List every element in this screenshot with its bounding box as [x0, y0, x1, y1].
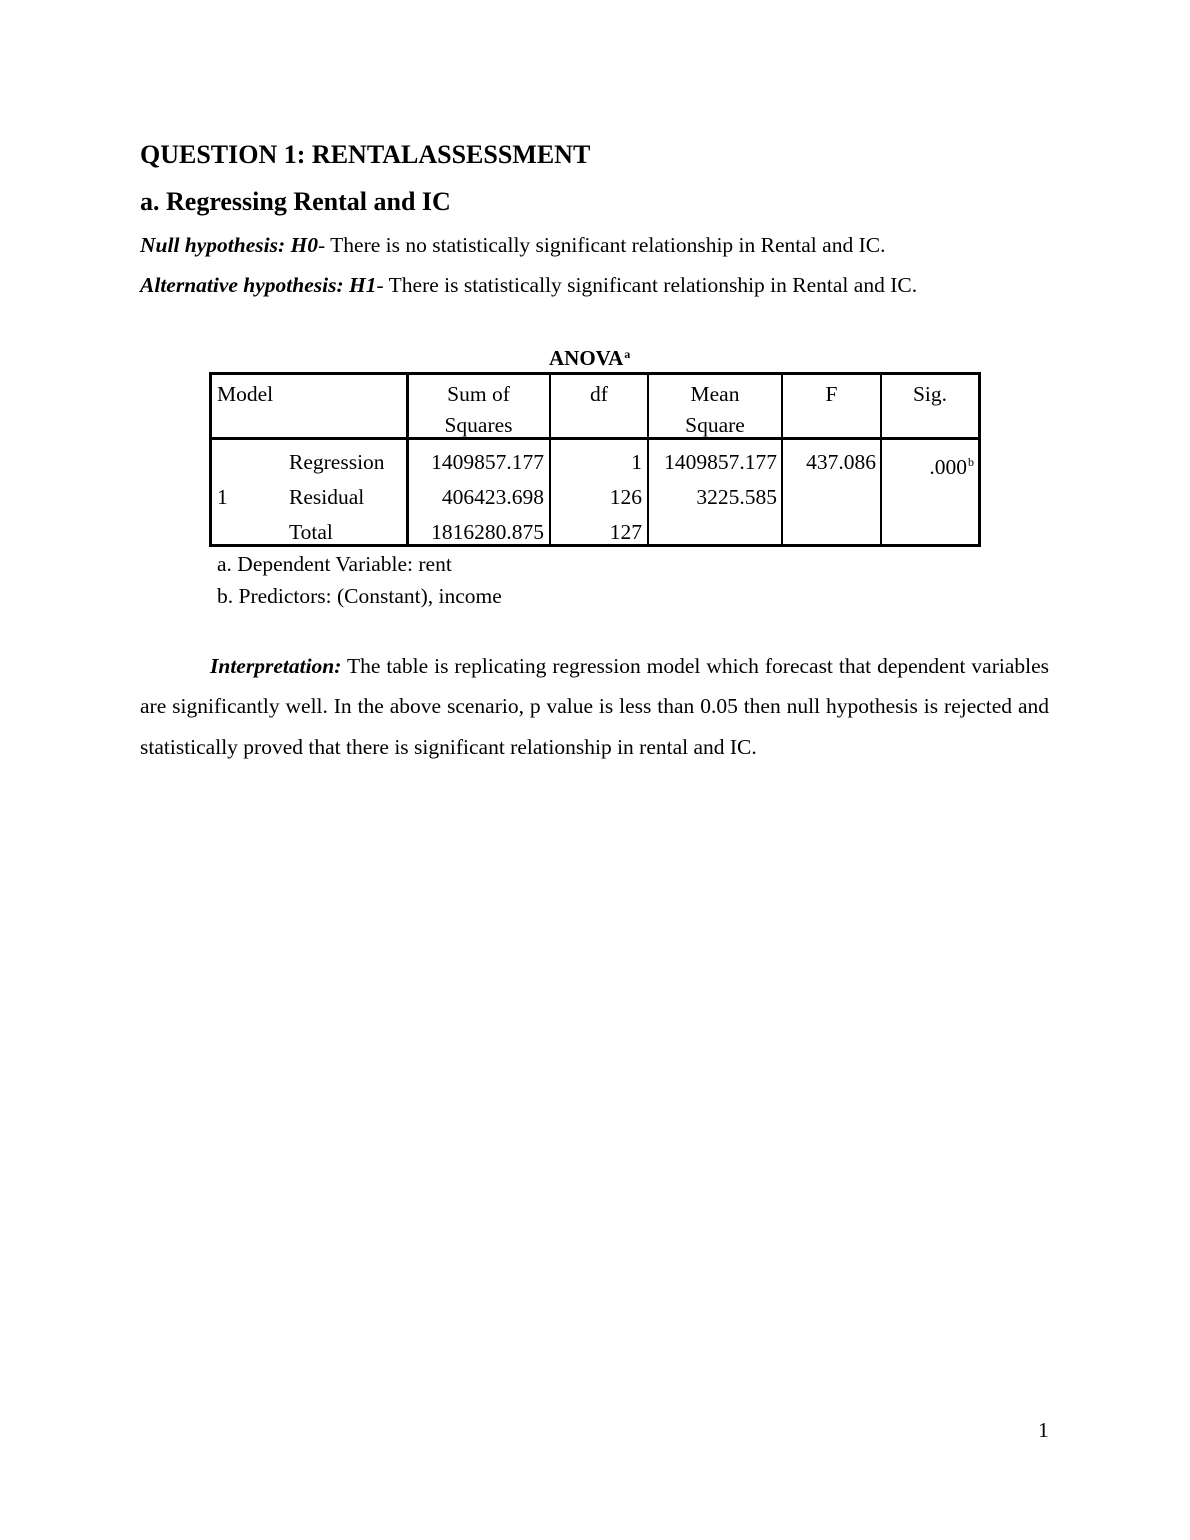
model-number: 1	[217, 485, 228, 509]
null-hypothesis	[140, 233, 885, 258]
alternative-hypothesis-text: - There is statistically significant relationship in Rental and IC.	[376, 273, 918, 297]
header-sum-of-squares-line2: Squares	[444, 413, 513, 437]
table-footnote-b: b. Predictors: (Constant), income	[217, 584, 502, 608]
residual-sum-of-squares: 406423.698	[441, 485, 544, 509]
total-sum-of-squares: 1816280.875	[431, 520, 544, 544]
page-number: 1	[1038, 1418, 1049, 1442]
alternative-hypothesis	[140, 273, 917, 298]
residual-mean-square: 3225.585	[696, 485, 777, 509]
regression-df: 1	[631, 450, 642, 474]
header-df: df	[590, 382, 608, 406]
header-mean-square-line1: Mean	[690, 382, 740, 406]
alternative-hypothesis-label: Alternative hypothesis: H1	[140, 273, 377, 297]
interpretation-label: Interpretation:	[210, 654, 342, 678]
regression-sum-of-squares: 1409857.177	[431, 450, 544, 474]
null-hypothesis-text: - There is no statistically significant relationship in Rental and IC.	[318, 233, 886, 257]
table-title-superscript: a	[624, 347, 631, 361]
row-label-total: Total	[289, 520, 333, 544]
residual-df: 126	[609, 485, 642, 509]
header-model: Model	[217, 382, 274, 406]
page-heading: QUESTION 1: RENTALASSESSMENT	[140, 140, 591, 169]
header-divider	[212, 437, 978, 440]
section-heading: a. Regressing Rental and IC	[140, 187, 451, 216]
total-df: 127	[609, 520, 642, 544]
header-mean-square-line2: Square	[685, 413, 745, 437]
regression-sig-value: .000	[929, 455, 967, 479]
null-hypothesis-label: Null hypothesis: H0	[140, 233, 318, 257]
table-title	[549, 346, 630, 371]
regression-f: 437.086	[806, 450, 876, 474]
header-sig: Sig.	[912, 382, 948, 406]
header-sum-of-squares-line1: Sum of	[447, 382, 510, 406]
regression-mean-square: 1409857.177	[664, 450, 777, 474]
table-title-text: ANOVA	[549, 346, 624, 370]
row-label-residual: Residual	[289, 485, 365, 509]
anova-table	[209, 372, 981, 547]
regression-sig-superscript: b	[968, 455, 974, 469]
interpretation-text: The table is replicating regression model which forecast that dependent variables are significantly well. In the above scenario, p value is less than 0.05 then null hypothesis is rejected and statistically proved that there is significant relationship in rental and IC.	[140, 654, 1049, 759]
table-footnote-a: a. Dependent Variable: rent	[217, 552, 452, 576]
interpretation-paragraph	[140, 646, 1049, 767]
row-label-regression: Regression	[289, 450, 385, 474]
regression-sig	[882, 447, 974, 483]
header-f: F	[825, 382, 838, 406]
